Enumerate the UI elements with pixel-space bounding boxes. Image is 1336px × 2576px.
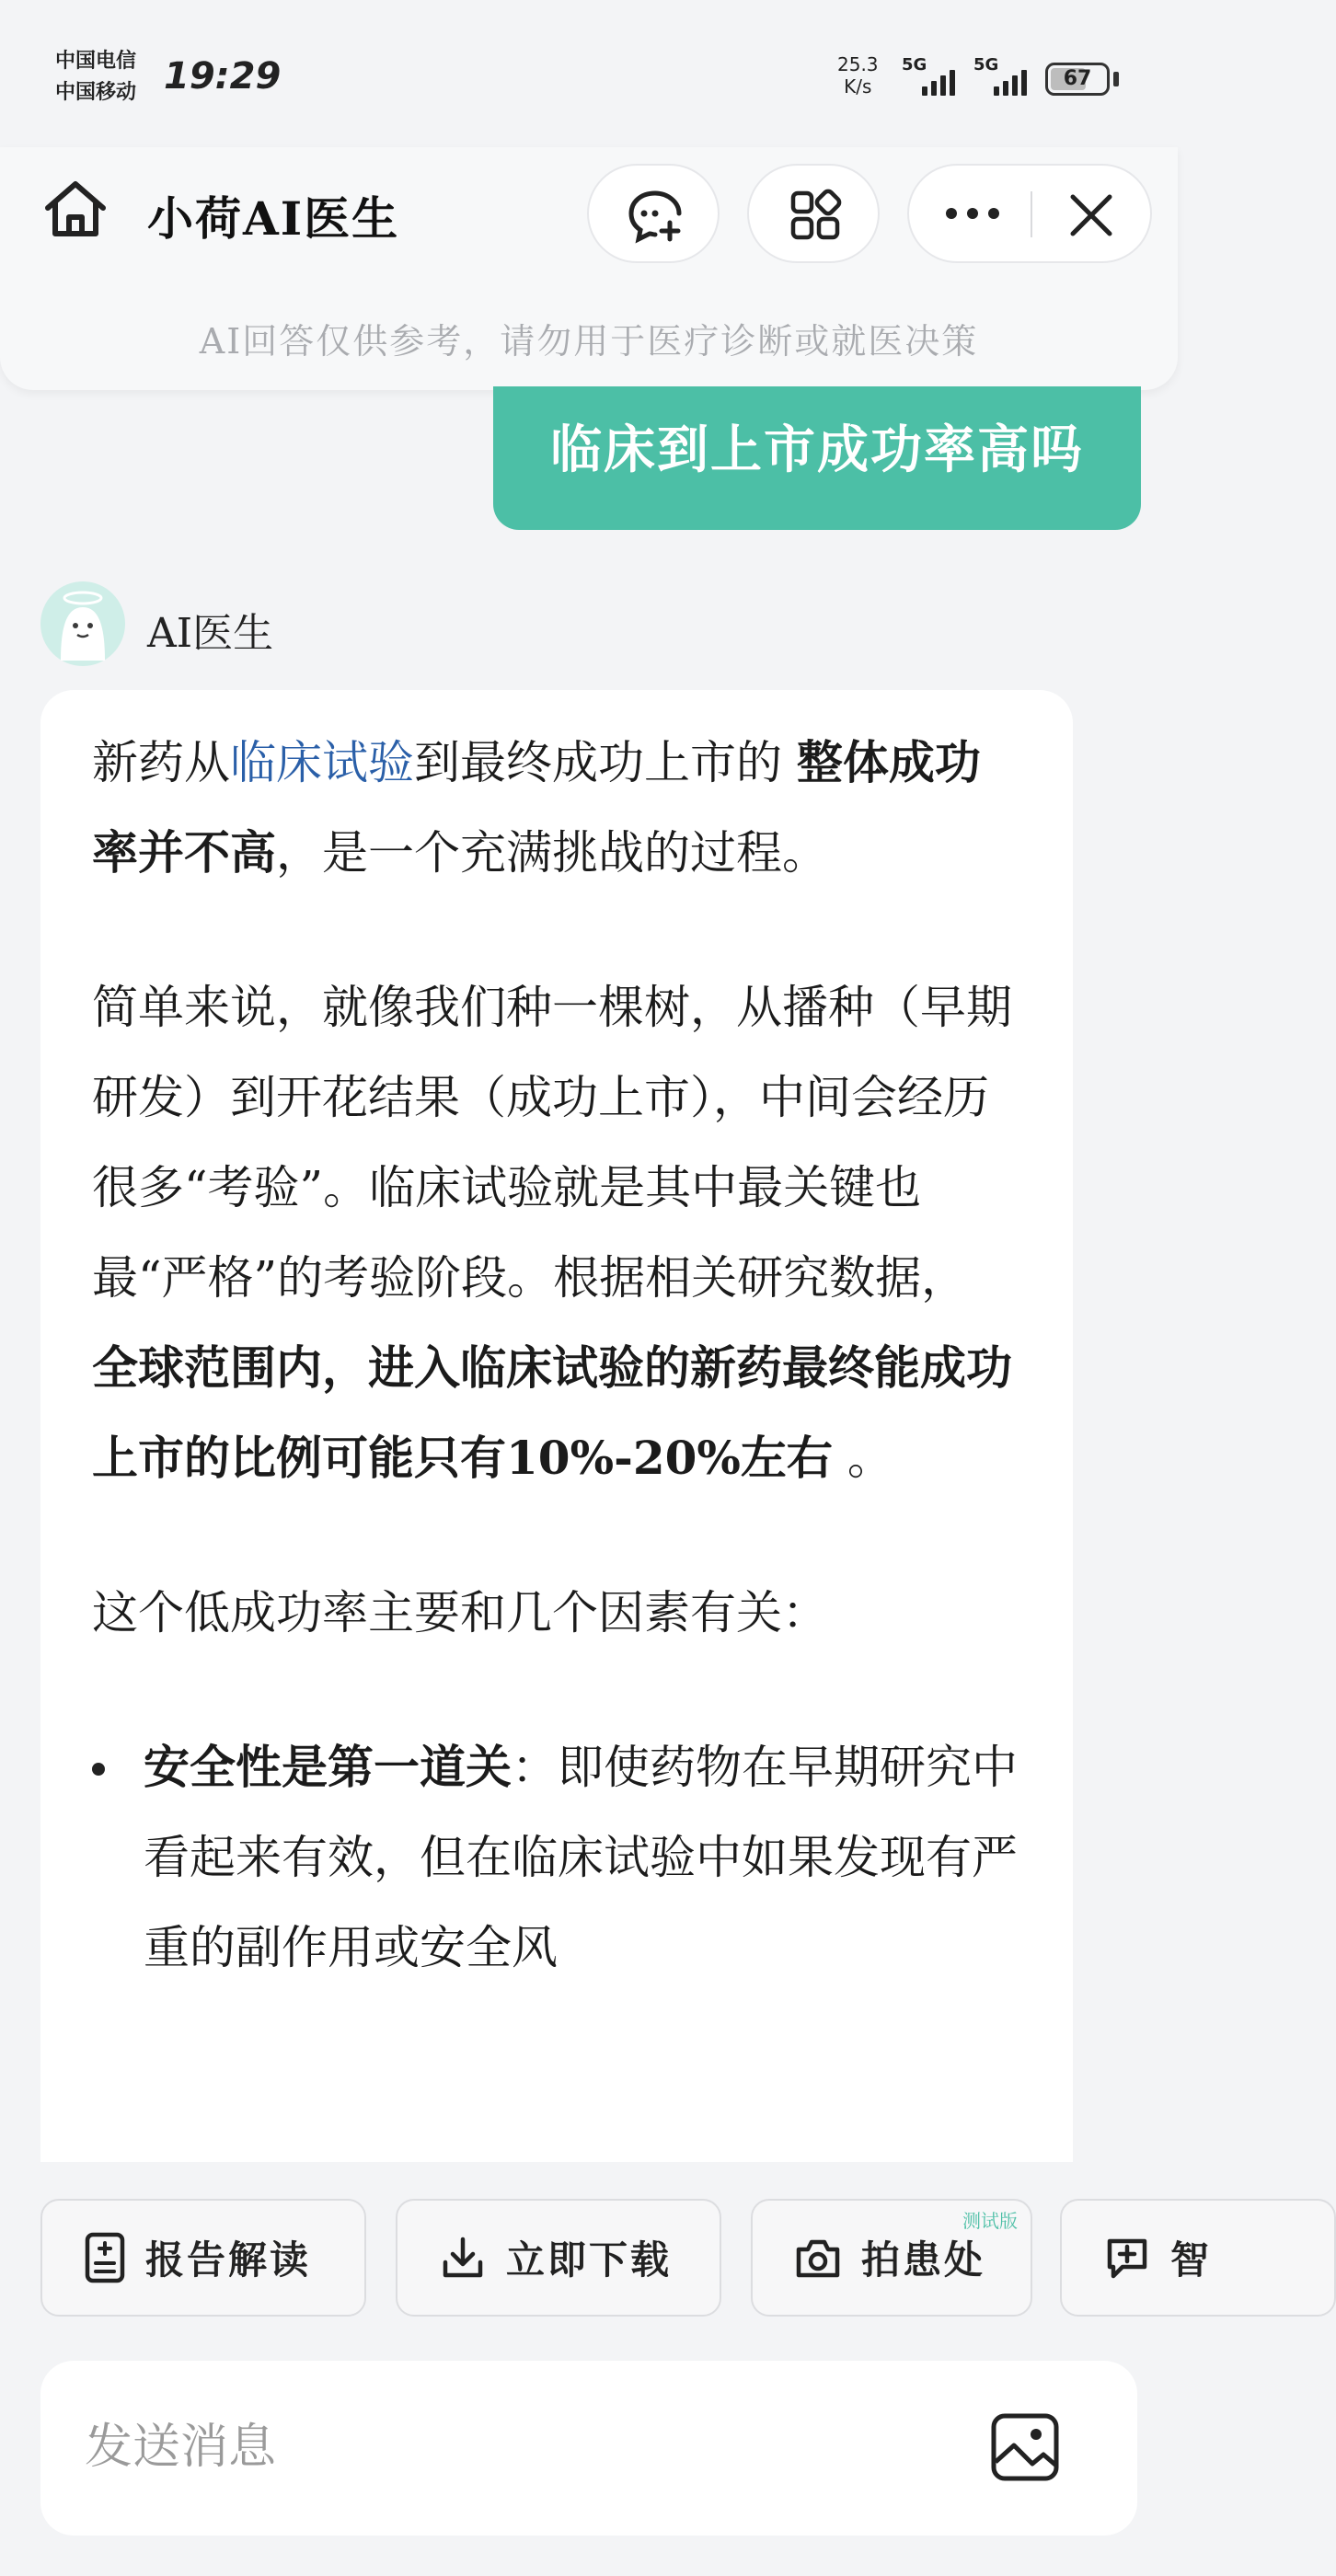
status-bar (0, 0, 1178, 147)
answer-bold-text: 全球范围内，进入临床试验的新药最终能成功上市的比例可能只有10%-20%左右 (92, 1340, 1012, 1485)
answer-text: 这个低成功率主要和几个因素有关： (92, 1586, 828, 1639)
new-chat-button[interactable] (587, 164, 720, 263)
beta-badge: 测试版 (962, 2210, 1018, 2232)
ai-avatar-icon (40, 581, 125, 666)
message-input[interactable] (85, 2401, 913, 2493)
answer-paragraph (92, 1568, 1021, 1658)
answer-bold-text: 安全性是第一道关 (144, 1740, 512, 1794)
network-speed (837, 53, 879, 98)
camera-icon (795, 2237, 841, 2279)
answer-text: 新药从 (92, 736, 230, 789)
photo-affected-area-label: 拍患处 (861, 2237, 986, 2283)
user-message: 临床到上市成功率高吗 (493, 386, 1141, 530)
ai-answer-card (40, 690, 1073, 2162)
network-speed-value: 25.3 (837, 53, 879, 75)
answer-text: 到最终成功上市的 (414, 736, 782, 789)
quick-actions (0, 2197, 1213, 2322)
avatar (40, 581, 125, 666)
photo-affected-area-button[interactable] (751, 2199, 1032, 2317)
clock: 19:29 (164, 55, 282, 98)
image-icon[interactable] (988, 2410, 1062, 2484)
ai-name: AI医生 (147, 610, 274, 657)
answer-paragraph (92, 718, 1021, 898)
signal-label-2: 5G (973, 55, 999, 75)
battery-tip (1113, 72, 1119, 86)
close-icon[interactable] (1067, 191, 1115, 239)
more-quick-action-button[interactable] (1060, 2199, 1336, 2317)
answer-text: ：即使药物在早期研究中看起来有效，但在临床试验中如果发现有严重的副作用或安全风 (144, 1741, 1018, 1974)
clinical-trial-link[interactable]: 临床试验 (230, 736, 414, 789)
home-icon[interactable] (40, 175, 110, 245)
answer-bold-text: 整体成功率并不高 (92, 735, 981, 880)
divider (1031, 191, 1032, 237)
bullet-dot (92, 1763, 105, 1776)
chat-plus-icon (626, 186, 685, 245)
answer-paragraph (92, 962, 1021, 1503)
report-interpret-button[interactable] (40, 2199, 366, 2317)
disclaimer: AI回答仅供参考，请勿用于医疗诊断或就医决策 (199, 321, 979, 362)
chat-plus-icon (1104, 2236, 1150, 2280)
download-icon (440, 2235, 486, 2281)
apps-button[interactable] (747, 164, 880, 263)
signal-icon (902, 55, 966, 98)
window-controls (907, 164, 1152, 263)
network-speed-unit: K/s (844, 75, 872, 98)
answer-text: 简单来说，就像我们种一棵树，从播种（早期研发）到开花结果（成功上市），中间会经历很多“考验”。临床试验就是其中最关键也最“严格”的考验阶段。根据相关研究数据， (92, 981, 1012, 1305)
list-item (92, 1722, 1021, 1993)
download-button[interactable] (396, 2199, 721, 2317)
report-interpret-label: 报告解读 (145, 2237, 312, 2283)
more-quick-action-label: 智 (1170, 2237, 1213, 2283)
battery-level: 67 (1063, 67, 1092, 90)
signal-icon (973, 55, 1038, 98)
apps-icon (788, 188, 843, 243)
answer-text: ，是一个充满挑战的过程。 (276, 826, 828, 880)
message-input-container (40, 2361, 1137, 2536)
ai-answer-text (92, 718, 1021, 1993)
app-title: 小荷AI医生 (147, 191, 400, 246)
more-icon[interactable] (944, 204, 1001, 223)
signal-label-1: 5G (902, 55, 927, 75)
carrier-1: 中国电信 (55, 50, 137, 73)
download-label: 立即下载 (506, 2237, 673, 2283)
report-icon (85, 2232, 125, 2283)
carrier-2: 中国移动 (55, 81, 137, 104)
answer-text: 。 (847, 1432, 893, 1485)
battery-icon (1045, 63, 1110, 96)
carrier-names (55, 46, 136, 109)
